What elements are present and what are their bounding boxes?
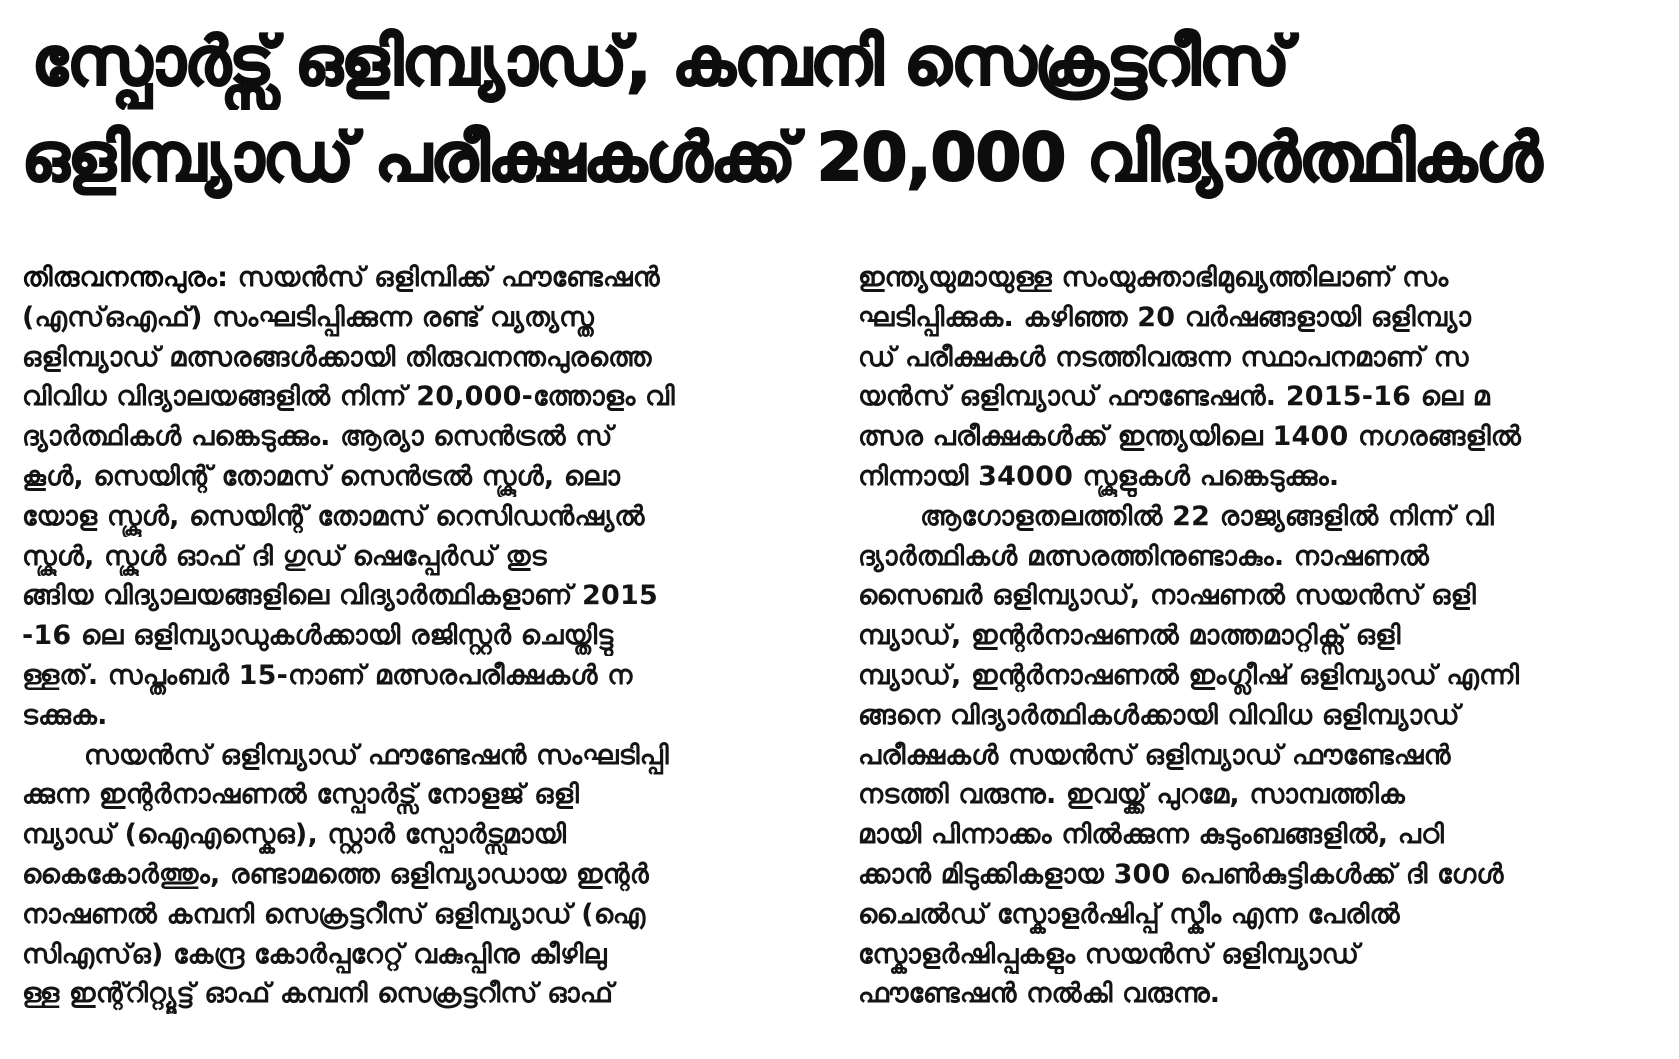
body-line: വിവിധ വിദ്യാലയങ്ങളിൽ നിന്ന് 20,000-ത്തോളം വി: [22, 381, 675, 413]
body-line: ഫൗണ്ടേഷൻ നൽകി വരുന്നു.: [858, 978, 1221, 1010]
body-line: (എസ്ഒഎഫ്) സംഘടിപ്പിക്കുന്ന രണ്ട് വ്യത്യസ്ത: [22, 301, 594, 333]
headline-line-1: സ്പോർട്സ് ഒളിമ്പ്യാഡ്, കമ്പനി സെക്രട്ടറീസ്: [32, 23, 1289, 100]
body-line: നടത്തി വരുന്നു. ഇവയ്ക്ക് പുറമേ, സാമ്പത്തിക: [858, 779, 1405, 811]
body-line: മ്പ്യാഡ്, ഇന്റർനാഷണൽ ഇംഗ്ലീഷ് ഒളിമ്പ്യാഡ് എന്നി: [858, 659, 1520, 691]
body-line: ങ്ങിയ വിദ്യാലയങ്ങളിലെ വിദ്യാർത്ഥികളാണ് 2015: [22, 580, 658, 612]
right-column: [840, 258, 1660, 1048]
body-line: ദ്യാർത്ഥികൾ മത്സരത്തിനുണ്ടാകും. നാഷണൽ: [858, 540, 1429, 572]
body-line: സൈബർ ഒളിമ്പ്യാഡ്, നാഷണൽ സയൻസ് ഒളി: [858, 580, 1476, 612]
body-line: സ്കോളർഷിപ്പുകളും സയൻസ് ഒളിമ്പ്യാഡ്: [858, 938, 1360, 970]
body-line: ള്ളത്. സപ്തംബർ 15-നാണ് മത്സരപരീക്ഷകൾ ന: [22, 659, 633, 691]
body-line: യൻസ് ഒളിമ്പ്യാഡ് ഫൗണ്ടേഷൻ. 2015-16 ലെ മ: [858, 381, 1491, 413]
body-line: തിരുവനന്തപുരം: സയൻസ് ഒളിമ്പിക്ക് ഫൗണ്ടേഷൻ: [22, 262, 660, 293]
body-line: സ്കൂൾ, സ്കൂൾ ഓഫ് ദി ഗുഡ് ഷെപ്പേർഡ് തുട: [22, 540, 547, 572]
headline: [22, 14, 1657, 206]
body-line: ക്കുന്ന ഇന്റർനാഷണൽ സ്പോർട്സ് നോളജ് ഒളി: [22, 779, 580, 811]
body-line: മ്പ്യാഡ്, ഇന്റർനാഷണൽ മാത്തമാറ്റിക്സ് ഒളി: [858, 620, 1401, 652]
dateline: തിരുവനന്തപുരം:: [22, 262, 229, 293]
body-line: ദ്യാർത്ഥികൾ പങ്കെടുക്കും. ആര്യാ സെൻട്രൽ സ്: [22, 421, 613, 453]
body-line: നാഷണൽ കമ്പനി സെക്രട്ടറീസ് ഒളിമ്പ്യാഡ് (ഐ: [22, 898, 646, 930]
body-line: -16 ലെ ഒളിമ്പ്യാഡുകൾക്കായി രജിസ്റ്റർ ചെയ്തിട്ടു: [22, 620, 614, 652]
body-line: കൈകോർത്തും, രണ്ടാമത്തെ ഒളിമ്പ്യാഡായ ഇന്റർ: [22, 858, 649, 890]
body-line: നിന്നായി 34000 സ്കൂളുകൾ പങ്കെടുക്കും.: [858, 460, 1340, 492]
paragraph-start-line: ആഗോളതലത്തിൽ 22 രാജ്യങ്ങളിൽ നിന്ന് വി: [920, 500, 1495, 532]
body-line: സിഎസ്ഒ) കേന്ദ്ര കോർപ്പറേറ്റ് വകുപ്പിനു കീഴിലു: [22, 938, 607, 970]
body-line: ഡ് പരീക്ഷകൾ നടത്തിവരുന്ന സ്ഥാപനമാണ് സ: [858, 341, 1469, 373]
body-line: മായി പിന്നാക്കം നിൽക്കുന്ന കുടുംബങ്ങളിൽ, പഠി: [858, 819, 1445, 851]
body-line: ഒളിമ്പ്യാഡ് മത്സരങ്ങൾക്കായി തിരുവനന്തപുരത്തെ: [22, 341, 652, 373]
body-line: ടക്കുക.: [22, 699, 108, 731]
body-line: ഘടിപ്പിക്കുക. കഴിഞ്ഞ 20 വർഷങ്ങളായി ഒളിമ്പ്യാ: [858, 301, 1472, 333]
body-line: ഇന്ത്യയുമായുള്ള സംയുക്താഭിമുഖ്യത്തിലാണ് സം: [858, 262, 1449, 293]
body-line: ക്കാൻ മിടുക്കികളായ 300 പെൺകുട്ടികൾക്ക് ദി ഗേൾ: [858, 858, 1504, 890]
headline-line-2: ഒളിമ്പ്യാഡ് പരീക്ഷകൾക്ക് 20,000 വിദ്യാർത്ഥികൾ: [22, 119, 1541, 196]
body-line: പരീക്ഷകൾ സയൻസ് ഒളിമ്പ്യാഡ് ഫൗണ്ടേഷൻ: [858, 739, 1451, 771]
body-line: യോള സ്കൂൾ, സെയിന്റ് തോമസ് റെസിഡൻഷ്യൽ: [22, 500, 645, 532]
left-column: [22, 258, 822, 1048]
body-line: മ്പ്യാഡ് (ഐഎസ്കെഒ), സ്റ്റാർ സ്പോർട്സുമായി: [22, 819, 567, 851]
body-line: ങ്ങനെ വിദ്യാർത്ഥികൾക്കായി വിവിധ ഒളിമ്പ്യാഡ്: [858, 699, 1460, 731]
body-line: ചൈൽഡ് സ്കോളർഷിപ്പ് സ്കീം എന്ന പേരിൽ: [858, 898, 1400, 930]
body-line: ള്ള ഇന്റ്റിറ്റ്യൂട്ട് ഓഫ് കമ്പനി സെക്രട്ടറീസ് ഓഫ്: [22, 978, 614, 1010]
paragraph-start-line: സയൻസ് ഒളിമ്പ്യാഡ് ഫൗണ്ടേഷൻ സംഘടിപ്പി: [84, 739, 669, 771]
body-line: ത്സര പരീക്ഷകൾക്ക് ഇന്ത്യയിലെ 1400 നഗരങ്ങളിൽ: [858, 421, 1522, 453]
article-body: [22, 258, 1660, 1048]
body-line: കൂൾ, സെയിന്റ് തോമസ് സെൻട്രൽ സ്കൂൾ, ലൊ: [22, 460, 621, 492]
